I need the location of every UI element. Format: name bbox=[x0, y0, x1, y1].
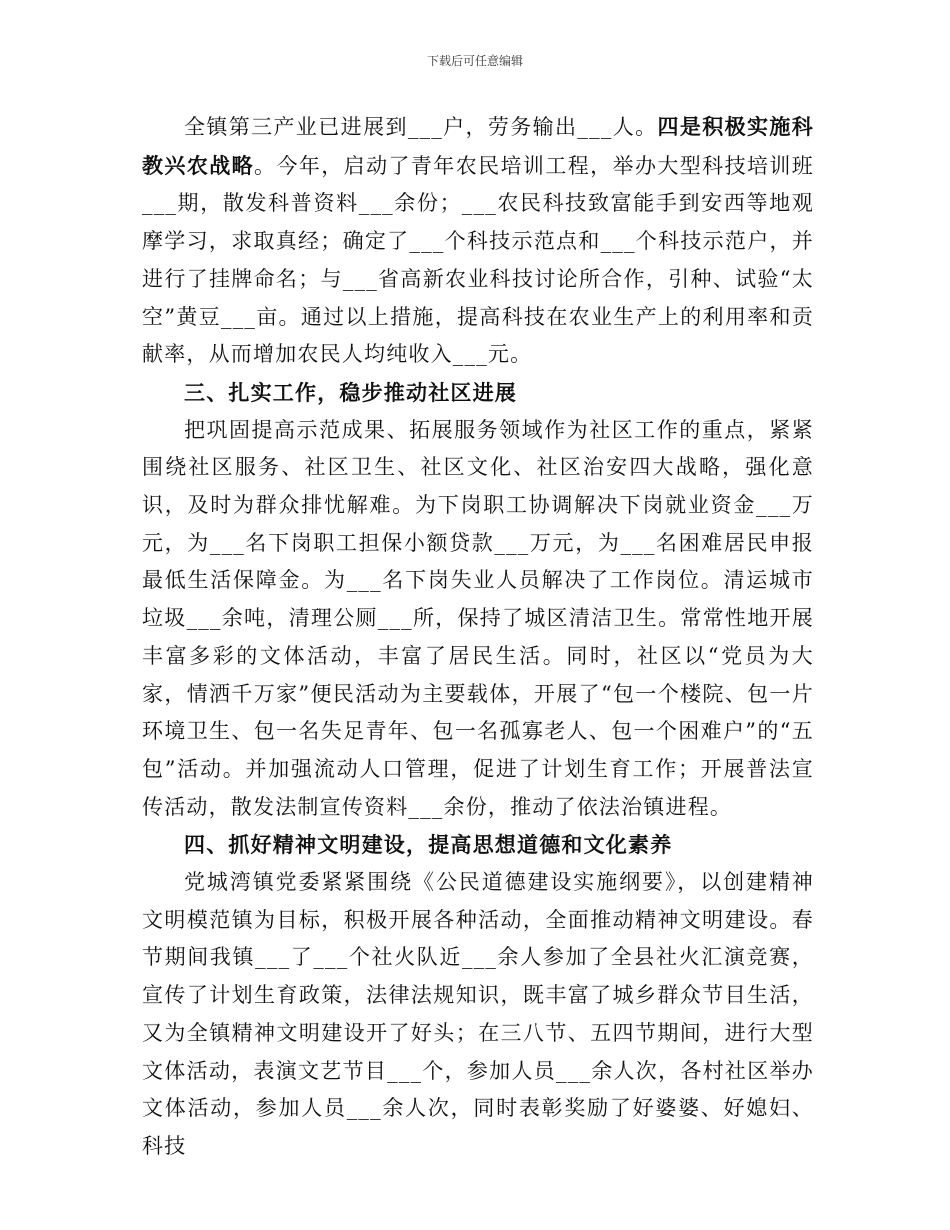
bold-phrase: 四是积极实施科教兴农战略 bbox=[142, 114, 814, 178]
paragraph-text: 。今年，启动了青年农民培训工程，举办大型科技培训班___期，散发科普资料___余份；___农民科技致富能手到安西等地观摩学习，求取真经；确定了___个科技示范点和___个科技示范户，并进行了挂牌命名；与___省高新农业科技讨论所合作，引种、试验“太空”黄豆___亩。通过以上措施，提高科技在农业生产上的利用率和贡献率，从而增加农民人均纯收入___元。 bbox=[142, 153, 815, 367]
paragraph-civilization: 党城湾镇党委紧紧围绕《公民道德建设实施纲要》，以创建精神文明模范镇为目标，积极开展各种活动，全面推动精神文明建设。春节期间我镇___了___个社火队近___余人参加了全县社火汇演竞赛，宣传了计划生育政策，法律法规知识，既丰富了城乡群众节目生活，又为全镇精神文明建设开了好头；在三八节、五四节期间，进行大型文体活动，表演文艺节目___个，参加人员___余人次，各村社区举办文体活动，参加人员___余人次，同时表彰奖励了好婆婆、好媳妇、科技 bbox=[142, 870, 814, 1158]
document-body bbox=[142, 108, 814, 1166]
section-heading-4: 四、抓好精神文明建设，提高思想道德和文化素养 bbox=[184, 832, 673, 858]
paragraph-community: 把巩固提高示范成果、拓展服务领域作为社区工作的重点，紧紧围绕社区服务、社区卫生、社区文化、社区治安四大战略，强化意识，及时为群众排忧解难。为下岗职工协调解决下岗就业资金___万元，为___名下岗职工担保小额贷款___万元，为___名困难居民申报最低生活保障金。为___名下岗失业人员解决了工作岗位。清运城市垃圾___余吨，清理公厕___所，保持了城区清洁卫生。常常性地开展丰富多彩的文体活动，丰富了居民生活。同时，社区以“党员为大家，情洒千万家”便民活动为主要载体，开展了“包一个楼院、包一片环境卫生、包一名失足青年、包一名孤寡老人、包一个困难户”的“五包”活动。并加强流动人口管理，促进了计划生育工作；开展普法宣传活动，散发法制宣传资料___余份，推动了依法治镇进程。 bbox=[142, 417, 814, 819]
page-header: 下载后可任意编辑 bbox=[426, 54, 523, 68]
paragraph-text: 全镇第三产业已进展到___户，劳务输出___人。 bbox=[184, 115, 658, 139]
paragraph-tertiary-industry bbox=[142, 108, 814, 374]
section-heading-3: 三、扎实工作，稳步推动社区进展 bbox=[184, 379, 517, 405]
